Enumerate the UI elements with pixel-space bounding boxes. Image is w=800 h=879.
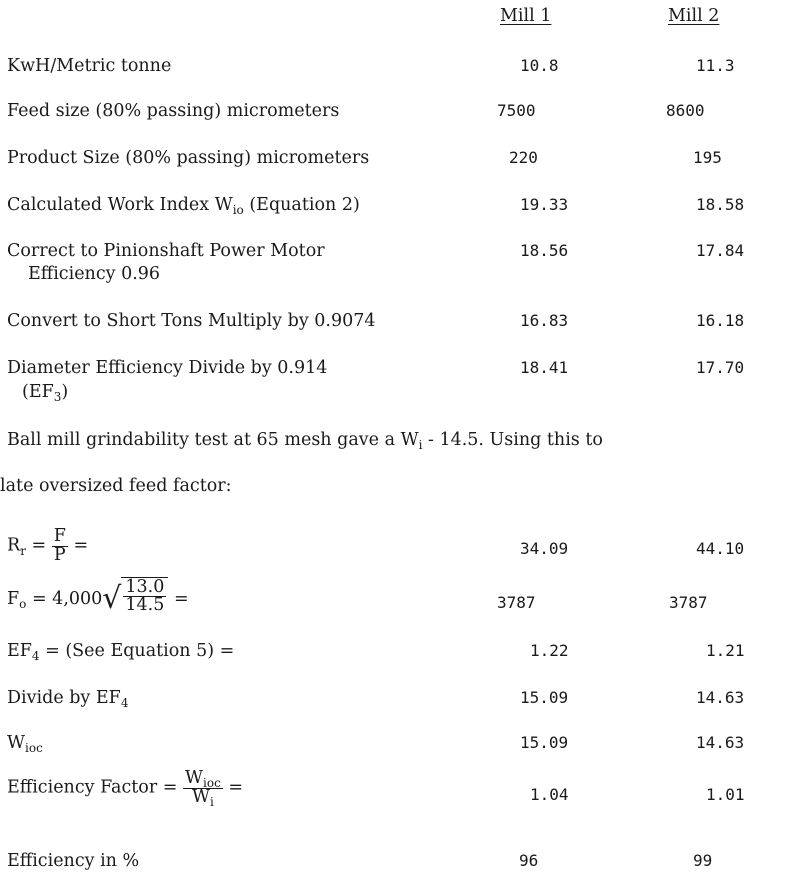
value-mill-1: 1.22 xyxy=(530,641,569,660)
formula-rr: $R_r$ = $\frac{F}{P}$ = xyxy=(7,526,89,565)
value-mill-1: 15.09 xyxy=(520,733,569,752)
value-mill-2: 1.01 xyxy=(706,785,745,804)
row-label-product-size: Product Size (80% passing) micrometers xyxy=(7,148,370,168)
value-mill-1: 96 xyxy=(519,851,539,870)
row-label-efficiency-percent: Efficiency in % xyxy=(7,851,140,871)
row-label-pinionshaft-line2: Efficiency 0.96 xyxy=(28,264,161,284)
formula-ef4: $EF_4 = (See$ Equation 5) = xyxy=(7,641,235,663)
value-mill-2: 17.84 xyxy=(696,241,745,260)
row-label-short-tons: Convert to Short Tons Multiply by 0.9074 xyxy=(7,311,376,331)
formula-efficiency-factor: Efficiency Factor = $\frac{W_{ioc}}{W_i}$ = xyxy=(7,768,244,809)
row-label-diameter-efficiency-line2: $(EF_3)$ xyxy=(22,382,69,404)
value-mill-2: 18.58 xyxy=(696,195,745,214)
value-mill-2: 16.18 xyxy=(696,311,745,330)
value-mill-2: 99 xyxy=(693,851,713,870)
value-mill-1: 34.09 xyxy=(520,539,569,558)
value-mill-1: 1.04 xyxy=(530,785,569,804)
value-mill-2: 3787 xyxy=(669,593,708,612)
row-label-wioc: $W_{ioc}$ xyxy=(7,733,43,755)
value-mill-2: 8600 xyxy=(666,101,705,120)
formula-fo: $F_o = 4,000√$ $\frac{13.0}{14.5}$ = xyxy=(7,580,189,619)
row-label-diameter-efficiency: Diameter Efficiency Divide by 0.914 xyxy=(7,358,328,378)
row-label-divide-by-ef4: Divide by $EF_4$ xyxy=(7,688,129,710)
square-root: √ $\frac{13.0}{14.5}$ xyxy=(102,580,168,619)
value-mill-2: 17.70 xyxy=(696,358,745,377)
value-mill-2: 14.63 xyxy=(696,733,745,752)
column-header-mill-2: Mill 2 xyxy=(668,6,720,26)
value-mill-2: 44.10 xyxy=(696,539,745,558)
value-mill-1: 18.56 xyxy=(520,241,569,260)
value-mill-1: 3787 xyxy=(497,593,536,612)
row-label-work-index: Calculated Work Index $W_{io}$ (Equation 2) xyxy=(7,195,360,217)
value-mill-2: 11.3 xyxy=(696,56,735,75)
value-mill-2: 14.63 xyxy=(696,688,745,707)
row-label-kwh: KwH/Metric tonne xyxy=(7,56,172,76)
fraction-wioc-over-wi: $\frac{W_{ioc}}{W_i}$ xyxy=(185,768,221,809)
fraction-f-over-p: $\frac{F}{P}$ xyxy=(53,526,66,565)
value-mill-1: 10.8 xyxy=(520,56,559,75)
paragraph-line-1: Ball mill grindability test at 65 mesh gave a $W_i - 14.5$. Using this to xyxy=(7,430,603,452)
value-mill-1: 16.83 xyxy=(520,311,569,330)
row-label-feed-size: Feed size (80% passing) micrometers xyxy=(7,101,340,121)
column-header-mill-1: Mill 1 xyxy=(500,6,552,26)
row-label-pinionshaft: Correct to Pinionshaft Power Motor xyxy=(7,241,325,261)
value-mill-1: 7500 xyxy=(497,101,536,120)
value-mill-1: 15.09 xyxy=(520,688,569,707)
value-mill-2: 1.21 xyxy=(706,641,745,660)
value-mill-1: 19.33 xyxy=(520,195,569,214)
value-mill-1: 18.41 xyxy=(520,358,569,377)
paragraph-line-2: late oversized feed factor: xyxy=(0,476,232,496)
value-mill-2: 195 xyxy=(693,148,722,167)
value-mill-1: 220 xyxy=(509,148,538,167)
